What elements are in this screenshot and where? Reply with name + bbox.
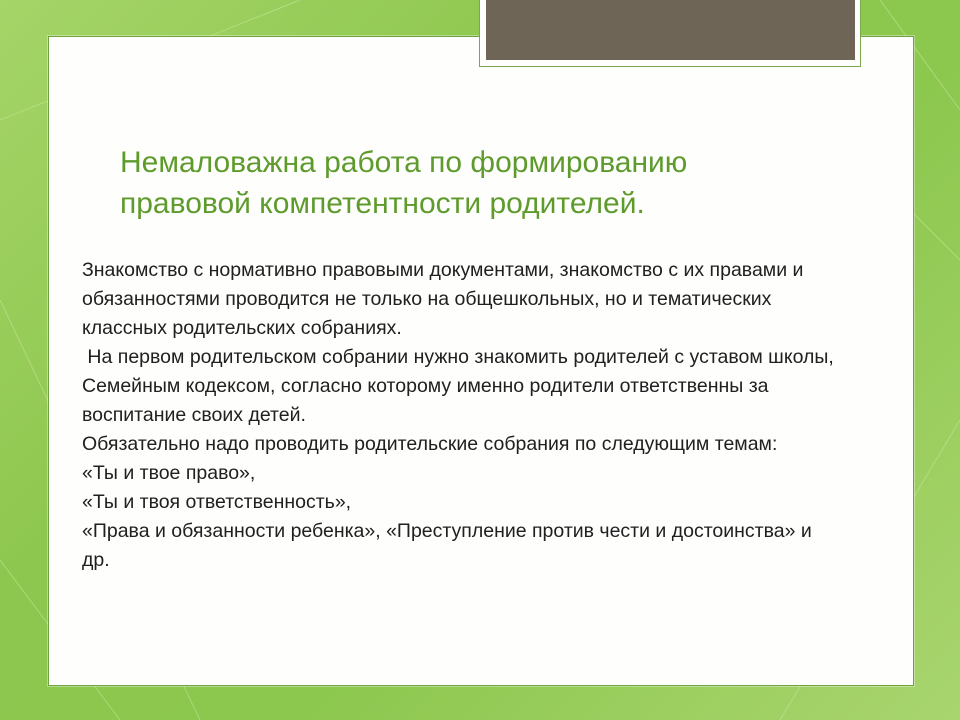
topic-item: «Ты и твоя ответственность», bbox=[82, 491, 352, 513]
topic-item: «Права и обязанности ребенка», «Преступление против чести и достоинства» и др. bbox=[82, 520, 812, 571]
topic-item: «Ты и твое право», bbox=[82, 462, 256, 484]
title-block bbox=[486, 0, 855, 60]
body-text bbox=[82, 256, 842, 575]
paragraph-first-meeting: На первом родительском собрании нужно знакомить родителей с уставом школы, Семейным кодексом, согласно которому именно родители ответственны за воспитание своих детей. bbox=[82, 346, 840, 426]
heading-line-2: правовой компетентности родителей. bbox=[120, 187, 645, 220]
slide-heading bbox=[120, 142, 860, 224]
paragraph-intro: Знакомство с нормативно правовыми документами, знакомство с их правами и обязанностями проводится не только на общешкольных, но и тематических классных родительских собраниях. bbox=[82, 259, 804, 339]
paragraph-topics-intro: Обязательно надо проводить родительские собрания по следующим темам: bbox=[82, 433, 778, 455]
heading-line-1: Немаловажна работа по формированию bbox=[120, 146, 688, 179]
